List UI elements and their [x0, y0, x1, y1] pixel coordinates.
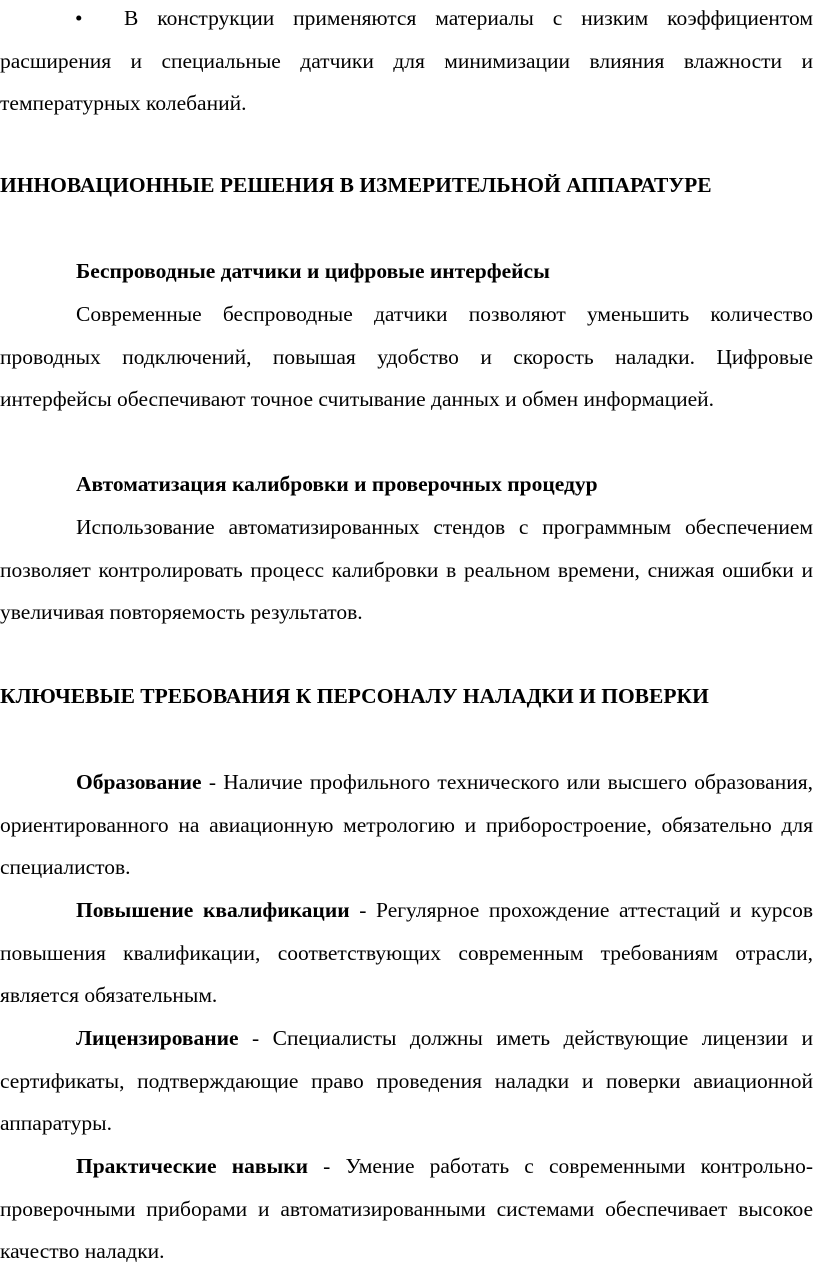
bullet-icon: • — [75, 6, 83, 30]
paragraph-calibration-automation: Использование автоматизированных стендов с программным обеспечением позволяет контролировать процесс калибровки в реальном времени, снижая ошибки и увеличивая повторяемость результатов. — [0, 515, 813, 625]
section-heading-personnel: КЛЮЧЕВЫЕ ТРЕБОВАНИЯ К ПЕРСОНАЛУ НАЛАДКИ И ПОВЕРКИ — [0, 684, 709, 708]
requirement-practical-skills — [0, 1145, 813, 1273]
requirement-qualification-text: - Регулярное прохождение аттестаций и курсов повышения квалификации, соответствующих современным требованиям отрасли, является обязательным. — [0, 898, 813, 1008]
subheading-calibration-automation: Автоматизация калибровки и проверочных процедур — [76, 472, 598, 496]
requirement-education-lead: Образование — [76, 770, 202, 794]
requirement-licensing — [0, 1017, 813, 1145]
subheading-wireless-sensors: Беспроводные датчики и цифровые интерфейсы — [76, 259, 550, 283]
requirement-education-text: - Наличие профильного технического или высшего образования, ориентированного на авиационную метрологию и приборостроение, обязательно для специалистов. — [0, 770, 813, 880]
requirement-licensing-lead: Лицензирование — [76, 1026, 239, 1050]
paragraph-wireless-sensors: Современные беспроводные датчики позволяют уменьшить количество проводных подключений, повышая удобство и скорость наладки. Цифровые интерфейсы обеспечивают точное считывание данных и обмен информацией. — [0, 302, 813, 412]
bullet-paragraph — [0, 0, 813, 125]
requirement-licensing-text: - Специалисты должны иметь действующие лицензии и сертификаты, подтверждающие право проведения наладки и поверки авиационной аппаратуры. — [0, 1026, 813, 1136]
requirement-education — [0, 761, 813, 889]
requirement-practical-skills-text: - Умение работать с современными контрольно-проверочными приборами и автоматизированными системами обеспечивает высокое качество наладки. — [0, 1154, 814, 1264]
requirement-qualification — [0, 889, 813, 1017]
section-heading-innovations: ИННОВАЦИОННЫЕ РЕШЕНИЯ В ИЗМЕРИТЕЛЬНОЙ АППАРАТУРЕ — [0, 173, 712, 197]
bullet-text: В конструкции применяются материалы с низким коэффициентом расширения и специальные датчики для минимизации влияния влажности и температурных колебаний. — [0, 6, 813, 116]
requirement-qualification-lead: Повышение квалификации — [76, 898, 350, 922]
requirement-practical-skills-lead: Практические навыки — [76, 1154, 309, 1178]
